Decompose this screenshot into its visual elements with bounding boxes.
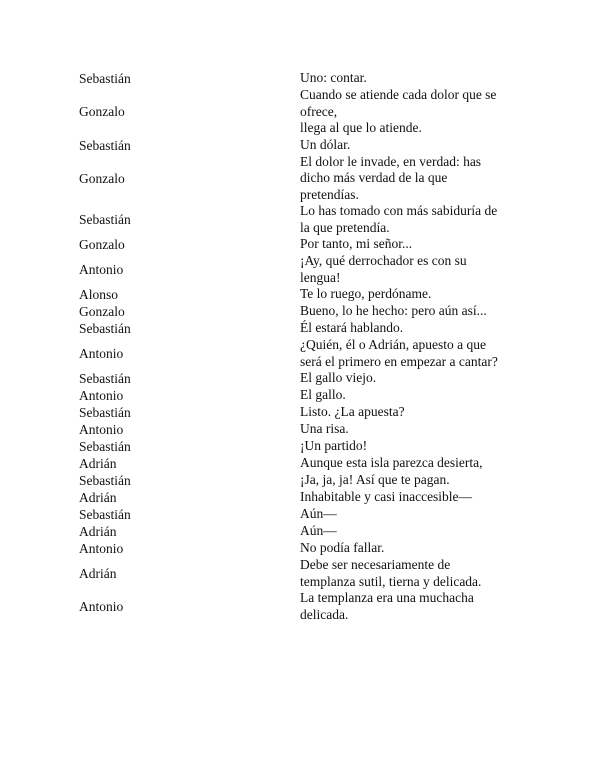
dialogue-line: Debe ser necesariamente de templanza sutil, tierna y delicada. [300,557,482,589]
speaker-name: Antonio [79,346,124,361]
dialogue-line: Bueno, lo he hecho: pero aún así... [300,303,487,319]
speaker-name: Antonio [79,388,124,403]
dialogue-line: Un dólar. [300,136,351,152]
dialogue-row [0,455,600,472]
dialogue-line: Cuando se atiende cada dolor que se ofrece, llega al que lo atiende. [300,87,497,135]
dialogue-line: El gallo. [300,387,346,403]
dialogue-row [0,438,600,455]
dialogue-line: El gallo viejo. [300,370,377,386]
dialogue-line: Por tanto, mi señor... [300,236,413,252]
speaker-name: Alonso [79,287,119,302]
dialogue-line: El dolor le invade, en verdad: has dicho más verdad de la que pretendías. [300,153,482,202]
speaker-name: Sebastián [79,371,131,386]
speaker-name: Adrián [79,456,117,471]
speaker-name: Sebastián [79,439,131,454]
dialogue-line: ¡Ja, ja, ja! Así que te pagan. [300,472,450,488]
dialogue-line: No podía fallar. [300,540,385,556]
dialogue-line: Inhabitable y casi inaccesible— [300,489,473,505]
dialogue-row [0,489,600,506]
dialogue-row [0,540,600,557]
dialogue-line: Aunque esta isla parezca desierta, [300,455,483,471]
dialogue-row [0,154,600,204]
speaker-name: Adrián [79,566,117,581]
speaker-name: Sebastián [79,507,131,522]
speaker-name: Adrián [79,490,117,505]
dialogue-row [0,253,600,286]
dialogue-row [0,70,600,87]
speaker-name: Antonio [79,599,124,614]
speaker-name: Gonzalo [79,104,125,120]
speaker-name: Antonio [79,422,124,437]
speaker-name: Adrián [79,524,117,539]
dialogue-line: Lo has tomado con más sabiduría de la que pretendía. [300,203,498,235]
dialogue-line: Listo. ¿La apuesta? [300,404,405,420]
dialogue-line: Aún— [300,523,337,539]
dialogue-line: ¡Un partido! [300,438,368,454]
dialogue-line: ¡Ay, qué derrochador es con su lengua! [300,253,467,285]
dialogue-line: La templanza era una muchacha delicada. [300,590,474,622]
speaker-name: Sebastián [79,71,131,86]
dialogue-row [0,203,600,236]
dialogue-row [0,590,600,623]
dialogue-row [0,370,600,387]
speaker-name: Sebastián [79,473,131,488]
dialogue-row [0,523,600,540]
dialogue-row [0,337,600,370]
dialogue-line: Uno: contar. [300,70,367,86]
dialogue-line: ¿Quién, él o Adrián, apuesto a que será el primero en empezar a cantar? [300,337,498,369]
speaker-name: Sebastián [79,405,131,420]
dialogue-row [0,387,600,404]
dialogue-row [0,472,600,489]
speaker-name: Gonzalo [79,304,125,319]
dialogue-row [0,557,600,590]
dialogue-row [0,421,600,438]
speaker-name: Gonzalo [79,237,125,252]
speaker-name: Sebastián [79,137,131,153]
speaker-name: Sebastián [79,321,131,336]
speaker-name: Sebastián [79,212,131,227]
dialogue-row [0,404,600,421]
dialogue-row [0,506,600,523]
speaker-name: Gonzalo [79,170,125,186]
dialogue-line: Te lo ruego, perdóname. [300,286,432,302]
dialogue-line: Aún— [300,506,337,522]
dialogue-line: Una risa. [300,421,349,437]
dialogue-row [0,236,600,253]
dialogue-row [0,320,600,337]
speaker-name: Antonio [79,262,124,277]
dialogue-line: Él estará hablando. [300,320,404,336]
dialogue-row [0,303,600,320]
dialogue-table [0,70,600,623]
dialogue-row [0,87,600,137]
dialogue-row [0,137,600,154]
speaker-name: Antonio [79,541,124,556]
dialogue-row [0,286,600,303]
